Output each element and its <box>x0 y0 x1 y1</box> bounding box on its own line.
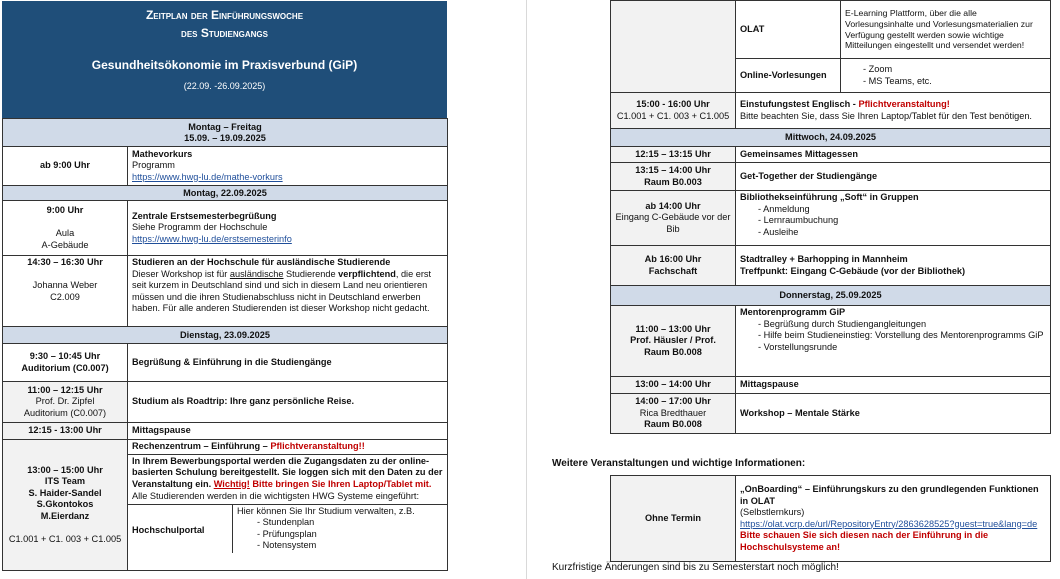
row-bibliothek: ab 14:00 Uhr Eingang C-Gebäude vor der Bib Bibliothekseinführung „Soft“ in Gruppen - Anmeldung - Lernraumbuchung - Ausleihe <box>611 191 1051 246</box>
header-program: Gesundheitsökonomie im Praxisverbund (GiP) <box>91 58 358 72</box>
row-stadtralley: Ab 16:00 Uhr Fachschaft Stadtralley + Barhopping in Mannheim Treffpunkt: Eingang C-Gebäude (vor der Bibliothek) <box>611 246 1051 286</box>
link-mathe-vorkurs[interactable]: https://www.hwg-lu.de/mathe-vorkurs <box>132 171 283 182</box>
row-englisch-test: 15:00 - 16:00 Uhr C1.001 + C1. 003 + C1.005 Einstufungstest Englisch - Pflichtveranstaltung! Bitte beachten Sie, dass Sie Ihren Laptop/Tablet für den Test benötigen. <box>611 93 1051 129</box>
page-divider <box>526 0 527 579</box>
row-mittagessen: 12:15 – 13:15 Uhr Gemeinsames Mittagessen <box>611 147 1051 163</box>
document-header <box>2 1 447 118</box>
row-mittagspause-thu: 13:00 – 14:00 Uhr Mittagspause <box>611 377 1051 394</box>
row-get-together: 13:15 – 14:00 Uhr Raum B0.003 Get-Together der Studiengänge <box>611 163 1051 191</box>
link-olat-onboarding[interactable]: https://olat.vcrp.de/url/RepositoryEntry/2863628525?guest=true&lang=de <box>740 518 1038 529</box>
day-header-monday: Montag, 22.09.2025 <box>3 186 448 201</box>
row-erstsemesterbegruessung: 9:00 Uhr Aula A-Gebäude Zentrale Erstsemesterbegrüßung Siehe Programm der Hochschule https://www.hwg-lu.de/erstsemesterinfo <box>3 201 448 256</box>
row-begruessung: 9:30 – 10:45 Uhr Auditorium (C0.007) Begrüßung & Einführung in die Studiengänge <box>3 344 448 382</box>
page-right <box>530 0 1060 579</box>
row-online-vorlesungen: Online-Vorlesungen - Zoom - MS Teams, etc. <box>611 59 1051 93</box>
row-olat: OLAT E-Learning Plattform, über die alle Vorlesungsinhalte und Vorlesungsmaterialien zur Verfügung gestellt werden sowie wichtige Mitteilungen eingestellt und versendet werden! <box>611 1 1051 59</box>
page-left <box>0 0 449 579</box>
schedule-table-right <box>610 0 1051 434</box>
row-mentale-staerke: 14:00 – 17:00 Uhr Rica Bredthauer Raum B0.008 Workshop – Mentale Stärke <box>611 394 1051 434</box>
day-header-tuesday: Dienstag, 23.09.2025 <box>3 327 448 344</box>
row-mathevorkurs: ab 9:00 Uhr Mathevorkurs Programm https://www.hwg-lu.de/mathe-vorkurs <box>3 147 448 186</box>
schedule-table-left <box>2 118 448 571</box>
day-header-thursday: Donnerstag, 25.09.2025 <box>611 286 1051 306</box>
row-onboarding: Ohne Termin „OnBoarding“ – Einführungskurs zu den grundlegenden Funktionen in OLAT (Selbstlernkurs) https://olat.vcrp.de/url/RepositoryEntry/2863628525?guest=true&lang=de Bitte schauen Sie sich diesen nach der Einführung in die Hochschulsysteme an! <box>611 476 1051 562</box>
header-dates: (22.09. -26.09.2025) <box>183 81 266 91</box>
row-mentorenprogramm: 11:00 – 13:00 Uhr Prof. Häusler / Prof. Raum B0.008 Mentorenprogramm GiP - Begrüßung durch Studiengangleitungen - Hilfe beim Studieneinstieg: Vorstellung des Mentorenprogramms GiP - Vorstellungsrunde <box>611 306 1051 377</box>
day-header-wednesday: Mittwoch, 24.09.2025 <box>611 129 1051 147</box>
row-rechenzentrum: 13:00 – 15:00 Uhr ITS Team S. Haider-Sandel S.Gkontokos M.Eierdanz C1.001 + C1. 003 + C1.005 Rechenzentrum – Einführung – Pflichtveranstaltung!! In Ihrem Bewerbungsportal werden die Zugangsdaten zu der online-basierten Schulung bereitgestellt. Sie loggen sich mit den Daten zu der Veranstaltung ein. Wichtig! Bitte bringen Sie Ihren Laptop/Tablet mit. Alle Studierenden werden in die wichtigsten HWG Systeme eingeführt: Hochschulportal Hier können Sie Ihr Studium verwalten, z.B. - Stundenplan - Prüfungsplan - Notensystem <box>3 440 448 571</box>
row-mittagspause-tue: 12:15 - 13:00 Uhr Mittagspause <box>3 423 448 440</box>
row-roadtrip: 11:00 – 12:15 Uhr Prof. Dr. Zipfel Auditorium (C0.007) Studium als Roadtrip: Ihre ganz persönliche Reise. <box>3 382 448 423</box>
link-erstsemesterinfo[interactable]: https://www.hwg-lu.de/erstsemesterinfo <box>132 233 292 244</box>
further-table <box>610 475 1051 562</box>
day-header-pre: Montag – Freitag 15.09. – 19.09.2025 <box>3 119 448 147</box>
footer-note: Kurzfristige Änderungen sind bis zu Semesterstart noch möglich! <box>552 562 839 573</box>
row-auslaendische-studierende: 14:30 – 16:30 Uhr Johanna Weber C2.009 Studieren an der Hochschule für ausländische Studierende Dieser Workshop ist für ausländische Studierende verpflichtend, die erst seit kurzem in Deutschland sind und sich in diesem Land neu orientieren müssen und die ihren Studienabschluss nicht in Deutschland erwerben haben. Für alle anderen Studierenden ist dieser Workshop nicht gedacht. <box>3 256 448 327</box>
header-title: Zeitplan der Einführungswoche des Studiengangs <box>145 8 304 40</box>
further-heading: Weitere Veranstaltungen und wichtige Informationen: <box>552 458 806 469</box>
